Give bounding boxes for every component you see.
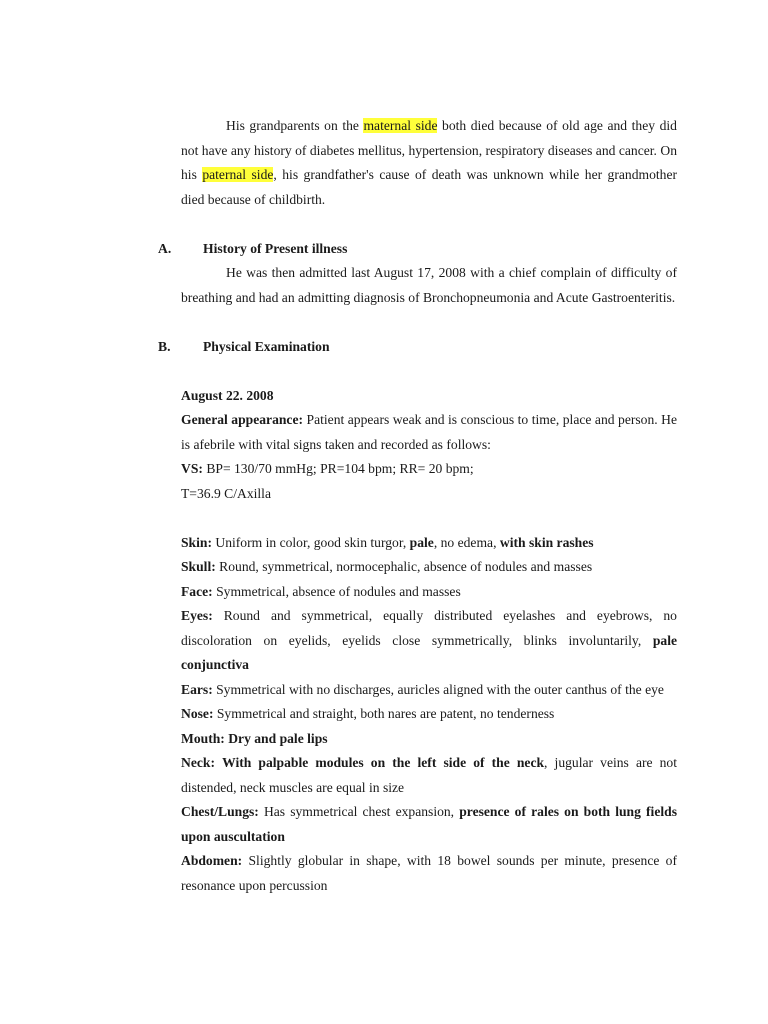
field-value: Round, symmetrical, normocephalic, absence of nodules and masses xyxy=(219,559,593,574)
field-label: Skin: xyxy=(181,534,212,550)
section-b-heading xyxy=(158,335,677,360)
field-value: , jugular veins are not distended, neck muscles are equal in size xyxy=(181,755,678,795)
field-label: Chest/Lungs: xyxy=(181,804,259,819)
chest-lungs-finding xyxy=(181,800,677,849)
family-history-paragraph xyxy=(181,114,677,212)
bold-finding: With palpable modules on the left side of the neck xyxy=(222,755,545,770)
face-finding xyxy=(181,580,677,605)
field-label: Nose: xyxy=(181,706,214,721)
field-label: Skull: xyxy=(181,559,216,574)
field-label: VS: xyxy=(181,461,203,476)
document-content xyxy=(158,114,678,898)
bold-finding: with skin rashes xyxy=(499,534,594,550)
exam-date-text: August 22. 2008 xyxy=(181,387,274,403)
field-label: Neck: xyxy=(181,755,215,770)
vital-signs xyxy=(181,457,677,482)
ears-finding xyxy=(181,678,677,703)
field-value: Round and symmetrical, equally distributed eyelashes and eyebrows, no discoloration on eyelids, eyelids close symmetrically, blinks involuntarily, xyxy=(181,608,677,648)
field-value: Uniform in color, good skin turgor, xyxy=(215,534,407,550)
section-letter: A. xyxy=(158,240,172,256)
section-letter: B. xyxy=(158,338,171,354)
field-label: General appearance: xyxy=(181,412,304,427)
abdomen-finding xyxy=(181,849,677,898)
field-label: Mouth: xyxy=(181,730,225,746)
field-value: BP= 130/70 mmHg; PR=104 bpm; RR= 20 bpm; xyxy=(206,461,474,476)
field-value: Slightly globular in shape, with 18 bowel sounds per minute, presence of resonance upon percussion xyxy=(181,853,678,893)
exam-date xyxy=(181,384,677,409)
highlight-maternal-side: maternal side xyxy=(363,118,438,133)
temperature: T=36.9 C/Axilla xyxy=(181,485,271,501)
nose-finding xyxy=(181,702,677,727)
bold-finding: pale xyxy=(409,534,434,550)
section-title: Physical Examination xyxy=(203,338,330,354)
section-a-heading xyxy=(158,237,677,262)
field-label: Ears: xyxy=(181,681,213,697)
field-label: Eyes: xyxy=(181,608,213,623)
field-value: Has symmetrical chest expansion, xyxy=(263,804,455,819)
bold-finding: Dry and pale lips xyxy=(228,730,328,746)
mouth-finding xyxy=(181,727,677,752)
eyes-finding xyxy=(181,604,677,678)
field-label: Face: xyxy=(181,583,213,599)
text-run: , his grandfather's cause of death was unknown while her grandmother died because of childbirth. xyxy=(181,167,678,207)
text-run: His grandparents on the xyxy=(226,118,359,133)
skull-finding xyxy=(181,555,677,580)
section-title: History of Present illness xyxy=(203,240,348,256)
skin-finding xyxy=(181,531,677,556)
field-value: Patient appears weak and is conscious to time, place and person. He is afebrile with vital signs taken and recorded as follows: xyxy=(181,412,677,452)
field-value: , no edema, xyxy=(433,534,497,550)
general-appearance xyxy=(181,408,677,457)
present-illness-paragraph: He was then admitted last August 17, 2008 with a chief complain of difficulty of breathing and had an admitting diagnosis of Bronchopneumonia and Acute Gastroenteritis. xyxy=(181,265,677,305)
highlight-paternal-side: paternal side xyxy=(202,167,274,182)
neck-finding xyxy=(181,751,677,800)
bold-finding: presence of rales on both lung fields upon auscultation xyxy=(181,804,677,844)
field-value: Symmetrical, absence of nodules and masses xyxy=(216,583,461,599)
field-value: Symmetrical with no discharges, auricles aligned with the outer canthus of the eye xyxy=(216,681,664,697)
bold-finding: pale conjunctiva xyxy=(181,632,678,672)
field-value: Symmetrical and straight, both nares are patent, no tenderness xyxy=(216,706,555,721)
text-run: both died because of old age and they did not have any history of diabetes mellitus, hypertension, respiratory diseases and cancer. On his xyxy=(181,118,677,182)
field-label: Abdomen: xyxy=(181,853,243,868)
